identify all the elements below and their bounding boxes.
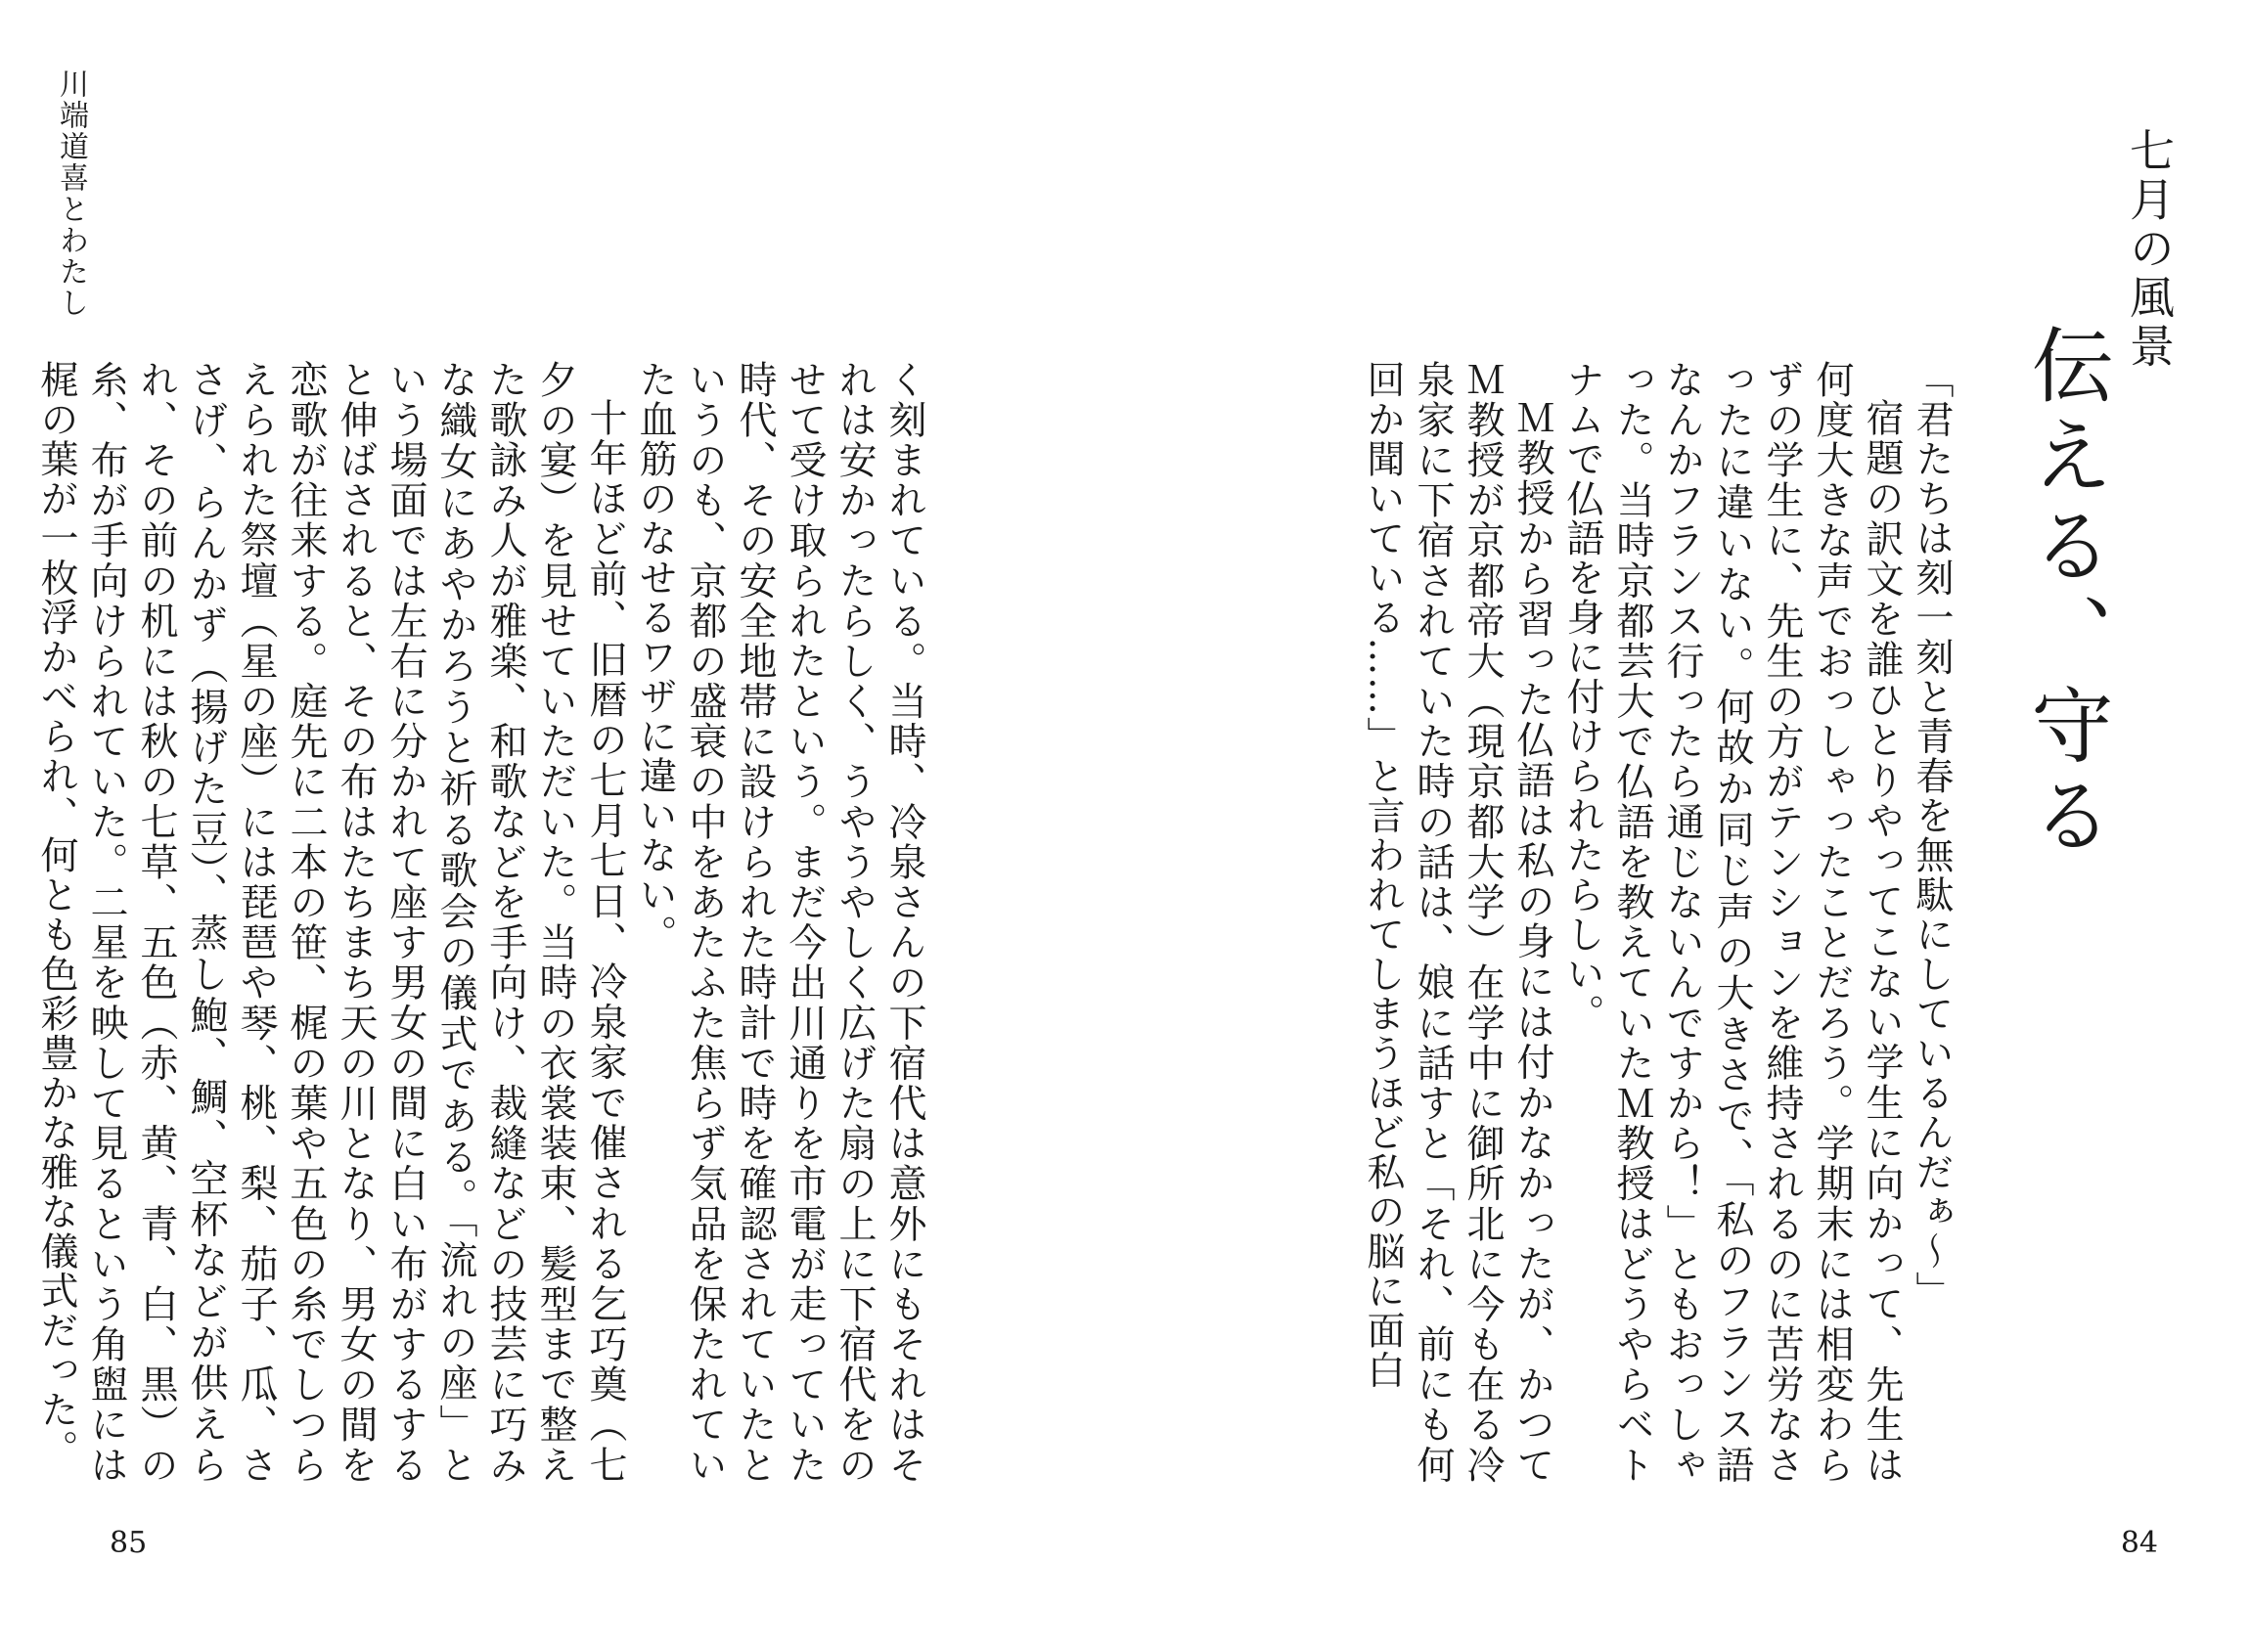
left-body-text — [10, 360, 929, 1485]
paragraph: 十年ほど前、旧暦の七月七日、冷泉家で催される乞巧奠（七夕の宴）を見せていただいた。当時の衣裳装束、髪型まで整えた歌詠み人が雅楽、和歌などを手向け、裁縫などの技芸に巧みな織女にあやかろうと祈る歌会の儀式である。「流れの座」という場面では左右に分かれて座す男女の間に白い布がするすると伸ばされると、その布はたちまち天の川となり、男女の間を恋歌が往来する。庭先に二本の笹、梶の葉や五色の糸でしつらえられた祭壇（星の座）には琵琶や琴、桃、梨、茄子、瓜、ささげ、らんかず（揚げた豆）、蒸し鮑、鯛、空杯などが供えられ、その前の机には秋の七草、五色（赤、黄、青、白、黒）の糸、布が手向けられていた。二星を映して見るという角盥には梶の葉が一枚浮かべられ、何とも色彩豊かな雅な儀式だった。 — [34, 360, 627, 1485]
right-page — [1125, 0, 2250, 1652]
chapter-kicker: 七月の風景 — [2123, 127, 2176, 372]
running-head: 川端道喜とわたし — [54, 68, 88, 319]
chapter-title: 伝える、守る — [2018, 323, 2114, 863]
page-number: 85 — [110, 1526, 148, 1560]
paragraph: 「君たちは刻一刻と青春を無駄にしているんだぁ～」 — [1910, 360, 1954, 1311]
paragraph: 宿題の訳文を誰ひとりやってこない学生に向かって、先生は何度大きな声でおっしゃったことだろう。学期末には相変わらずの学生に、先生の方がテンションを維持されるのに苦労なさったに違いない。何故か同じ声の大きさで、「私のフランス語なんかフランス行ったら通じないんですから！」ともおっしゃった。当時京都芸大で仏語を教えていたＭ教授はどうやらベトナムで仏語を身に付けられたらしい。 — [1560, 360, 1904, 1486]
right-body-text — [1154, 360, 1957, 1485]
page-number: 84 — [2120, 1526, 2158, 1560]
paragraph: く刻まれている。当時、冷泉さんの下宿代は意外にもそれはそれは安かったらしく、うやうやしく広げた扇の上に下宿代をのせて受け取られたという。まだ今出川通りを市電が走っていた時代、その安全地帯に設けられた時計で時を確認されていたというのも、京都の盛衰の中をあたふた焦らず気品を保たれていた血筋のなせるワザに違いない。 — [633, 360, 926, 1485]
paragraph: Ｍ教授から習った仏語は私の身には付かなかったが、かつてＭ教授が京都帝大（現京都大学）在学中に御所北に今も在る冷泉家に下宿されていた時の話は、娘に話すと「それ、前にも何回か聞いている……」と言われてしまうほど私の脳に面白 — [1361, 360, 1554, 1485]
